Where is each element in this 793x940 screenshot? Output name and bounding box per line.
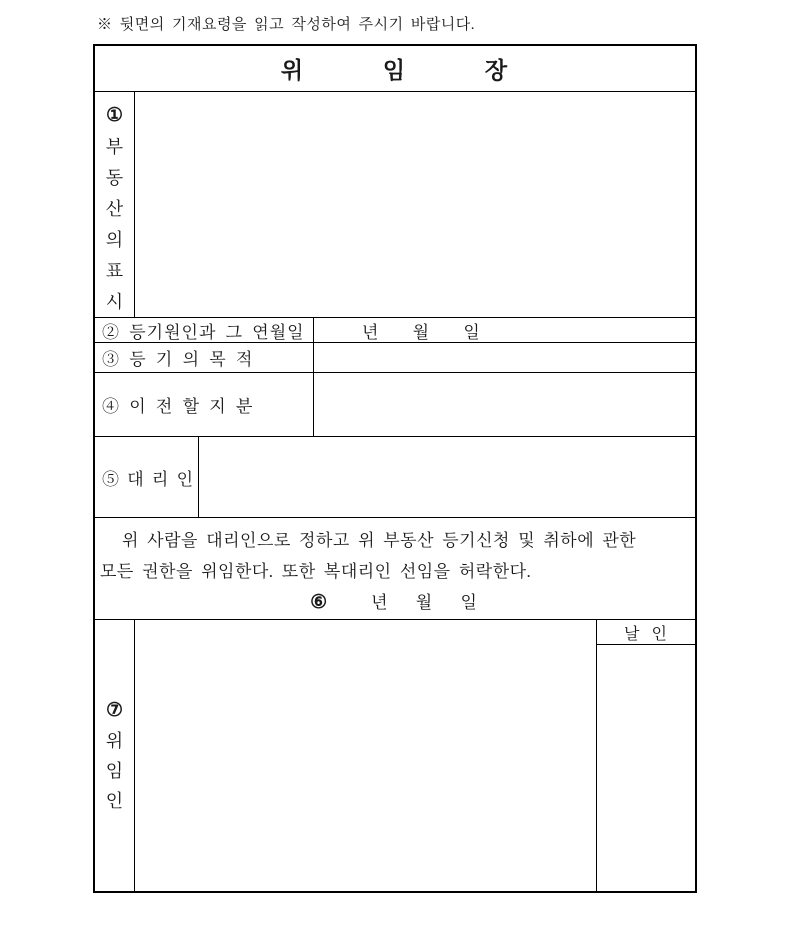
agent-row xyxy=(95,437,695,518)
instruction-note: ※ 뒷면의 기재요령을 읽고 작성하여 주시기 바랍니다. xyxy=(97,17,476,33)
agent-label: ⑤ 대 리 인 xyxy=(95,437,199,517)
registration-purpose-field xyxy=(314,343,695,372)
delegator-field xyxy=(135,620,596,891)
delegator-label-char: 인 xyxy=(105,791,124,811)
delegator-label xyxy=(95,620,135,891)
seal-header: 날 인 xyxy=(597,620,695,645)
section-number-1: ① xyxy=(105,105,124,126)
property-label-char: 동 xyxy=(105,168,124,188)
property-label-char: 표 xyxy=(105,261,124,281)
registration-purpose-label: ③ 등 기 의 목 적 xyxy=(95,343,314,372)
delegation-form-table xyxy=(93,44,697,893)
registration-cause-row xyxy=(95,318,695,343)
statement-date-placeholder: 년 월 일 xyxy=(371,593,477,612)
transfer-share-field xyxy=(314,373,695,436)
property-label-char: 부 xyxy=(105,137,124,157)
delegation-statement-section xyxy=(95,518,695,620)
form-title-row xyxy=(95,46,695,92)
seal-field xyxy=(597,645,695,891)
property-label-char: 의 xyxy=(105,230,124,250)
registration-cause-field xyxy=(314,318,695,342)
property-description-label xyxy=(95,92,135,317)
form-title: 위 임 장 xyxy=(280,58,510,83)
section-number-7: ⑦ xyxy=(105,700,124,721)
property-label-char: 산 xyxy=(105,199,124,219)
seal-column xyxy=(596,620,695,891)
delegator-label-char: 위 xyxy=(105,731,124,751)
delegator-row xyxy=(95,620,695,891)
delegator-label-char: 임 xyxy=(105,761,124,781)
property-description-field xyxy=(135,92,695,317)
property-description-row xyxy=(95,92,695,318)
statement-date-line xyxy=(100,587,687,618)
agent-field xyxy=(199,437,695,517)
property-label-char: 시 xyxy=(105,292,124,312)
cause-date-placeholder: 년 월 일 xyxy=(362,322,480,342)
statement-line-2: 모든 권한을 위임한다. 또한 복대리인 선임을 허락한다. xyxy=(100,562,532,581)
statement-line-1: 위 사람을 대리인으로 정하고 위 부동산 등기신청 및 취하에 관한 xyxy=(122,531,637,550)
transfer-share-row xyxy=(95,373,695,437)
section-number-6: ⑥ xyxy=(310,592,328,613)
registration-cause-label: ② 등기원인과 그 연월일 xyxy=(95,318,314,342)
registration-purpose-row xyxy=(95,343,695,373)
transfer-share-label: ④ 이 전 할 지 분 xyxy=(95,373,314,436)
